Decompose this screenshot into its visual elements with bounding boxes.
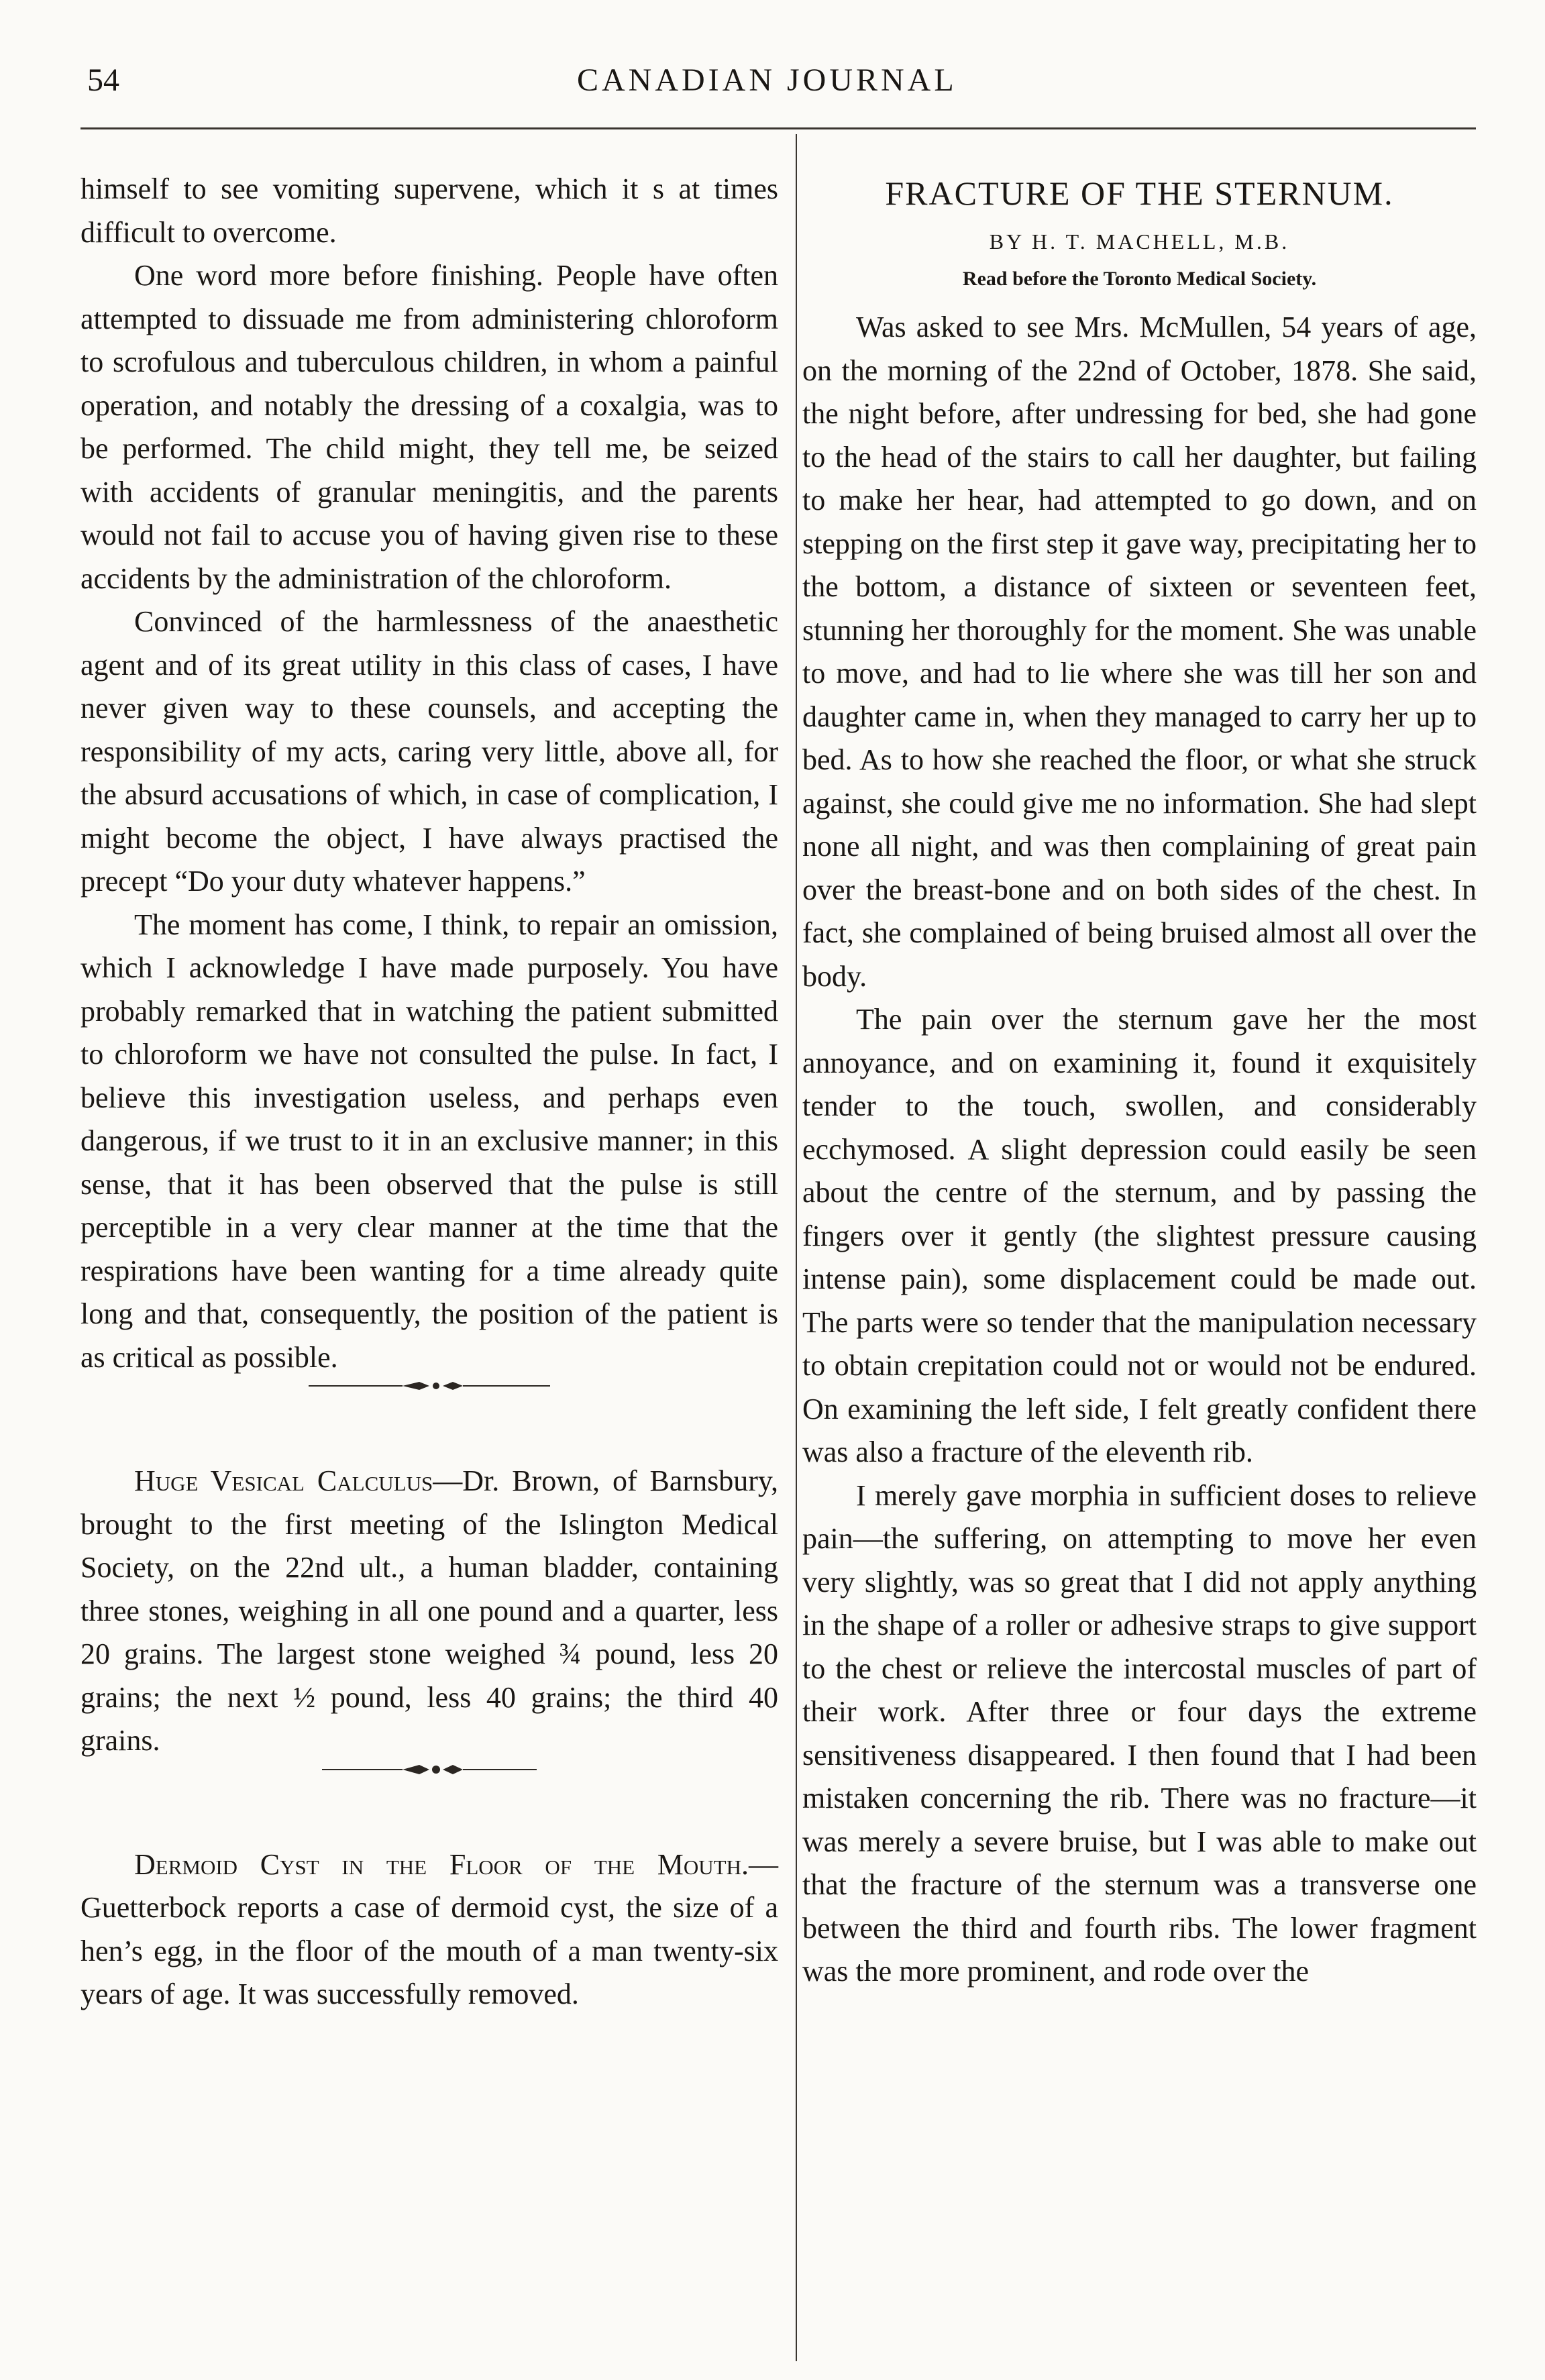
running-title: CANADIAN JOURNAL — [577, 62, 957, 98]
paragraph: I merely gave morphia in sufficient doses to relieve pain—the suffering, on attempting to move her even very slightly, was so great that I did not apply anything in the shape of a roller or adhesive straps to give support to the chest or relieve the intercostal muscles of part of their work. After three or four days the extreme sensitiveness disappeared. I then found that I had been mistaken concerning the rib. There was no fracture—it was merely a severe bruise, but I was able to make out that the fracture of the sternum was a transverse one between the third and fourth ribs. The lower fragment was the more prominent, and rode over the — [802, 1478, 1477, 1988]
paragraph: himself to see vomiting supervene, which it s at times difficult to overcome. — [81, 172, 778, 249]
paragraph: The moment has come, I think, to repair an omission, which I acknowledge I have made purposely. You have probably remarked that in watching the patient submitted to chloroform we have not consulted the pulse. In fact, I believe this investigation useless, and perhaps even dangerous, if we trust to it in an exclusive manner; in this sense, that it has been observed that the pulse is still perceptible in a very clear manner at the time that the respirations have been wanting for a time already quite long and that, consequently, the position of the patient is as critical as possible. — [81, 908, 778, 1374]
paragraph: The pain over the sternum gave her the most annoyance, and on examining it, found it exquisitely tender to the touch, swollen, and considerably ecchymosed. A slight depression could easily be seen about the centre of the sternum, and by passing the fingers over it gently (the slightest pressure causing intense pain), some displacement could be made out. The parts were so tender that the manipulation necessary to obtain crepitation could not or would not be endured. On examining the left side, I felt greatly confident there was also a fracture of the eleventh rib. — [802, 1003, 1477, 1468]
article-title: FRACTURE OF THE STERNUM. — [885, 174, 1394, 212]
paragraph: One word more before finishing. People have often attempted to dissuade me from administering chloroform to scrofulous and tuberculous children, in whom a painful operation, and notably the dressing of a coxalgia, was to be performed. The child might, they tell me, be seized with accidents of granular meningitis, and the parents would not fail to accuse you of having given rise to these accidents by the administration of the chloroform. — [81, 259, 778, 595]
header-rule — [81, 127, 1476, 129]
right-column — [802, 168, 1477, 1994]
paragraph: Was asked to see Mrs. McMullen, 54 years of age, on the morning of the 22nd of October, 1878. She said, the night before, after undressing for bed, she had gone to the head of the stairs to call her daughter, but failing to make her hear, had attempted to go down, and on stepping on the first step it gave way, precipitating her to the bottom, a distance of sixteen or seventeen feet, stunning her thoroughly for the moment. She was unable to move, and had to lie where she was till her son and daughter came in, when they managed to carry her up to bed. As to how she reached the floor, or what she struck against, she could give me no information. She had slept none all night, and was then complaining of great pain over the breast-bone and on both sides of the chest. In fact, she complained of being bruised almost all over the body. — [802, 311, 1477, 993]
ornamental-divider — [81, 1379, 778, 1460]
ornament-icon — [322, 1763, 537, 1776]
page-header — [0, 62, 1545, 109]
ornamental-divider — [81, 1763, 778, 1843]
column-divider — [796, 134, 797, 2361]
news-item-dermoid — [81, 1843, 778, 2016]
ornament-icon — [309, 1379, 550, 1393]
item-text: —Guetterbock reports a case of dermoid cyst, the size of a hen’s egg, in the floor of the mouth of a man twenty-six years of age. It was successfully removed. — [81, 1847, 778, 2010]
news-item-calculus — [81, 1460, 778, 1763]
item-heading: Huge Vesical Calculus — [134, 1464, 433, 1497]
read-before-note: Read before the Toronto Medical Society. — [962, 268, 1317, 290]
paragraph: Convinced of the harmlessness of the anaesthetic agent and of its great utility in this class of cases, I have never given way to these counsels, and accepting the responsibility of my acts, caring very little, above all, for the absurd accusations of which, in case of complication, I might become the object, I have always practised the precept “Do your duty whatever happens.” — [81, 605, 778, 898]
byline: BY H. T. MACHELL, M.B. — [989, 229, 1290, 254]
left-column — [81, 168, 778, 2016]
page-number: 54 — [87, 62, 119, 98]
item-heading: Dermoid Cyst in the Floor of the Mouth. — [134, 1847, 749, 1881]
item-text: —Dr. Brown, of Barnsbury, brought to the first meeting of the Islington Medical Society, on the 22nd ult., a human bladder, containing three stones, weighing in all one pound and a quarter, less 20 grains. The largest stone weighed ¾ pound, less 20 grains; the next ½ pound, less 40 grains; the third 40 grains. — [81, 1464, 779, 1757]
